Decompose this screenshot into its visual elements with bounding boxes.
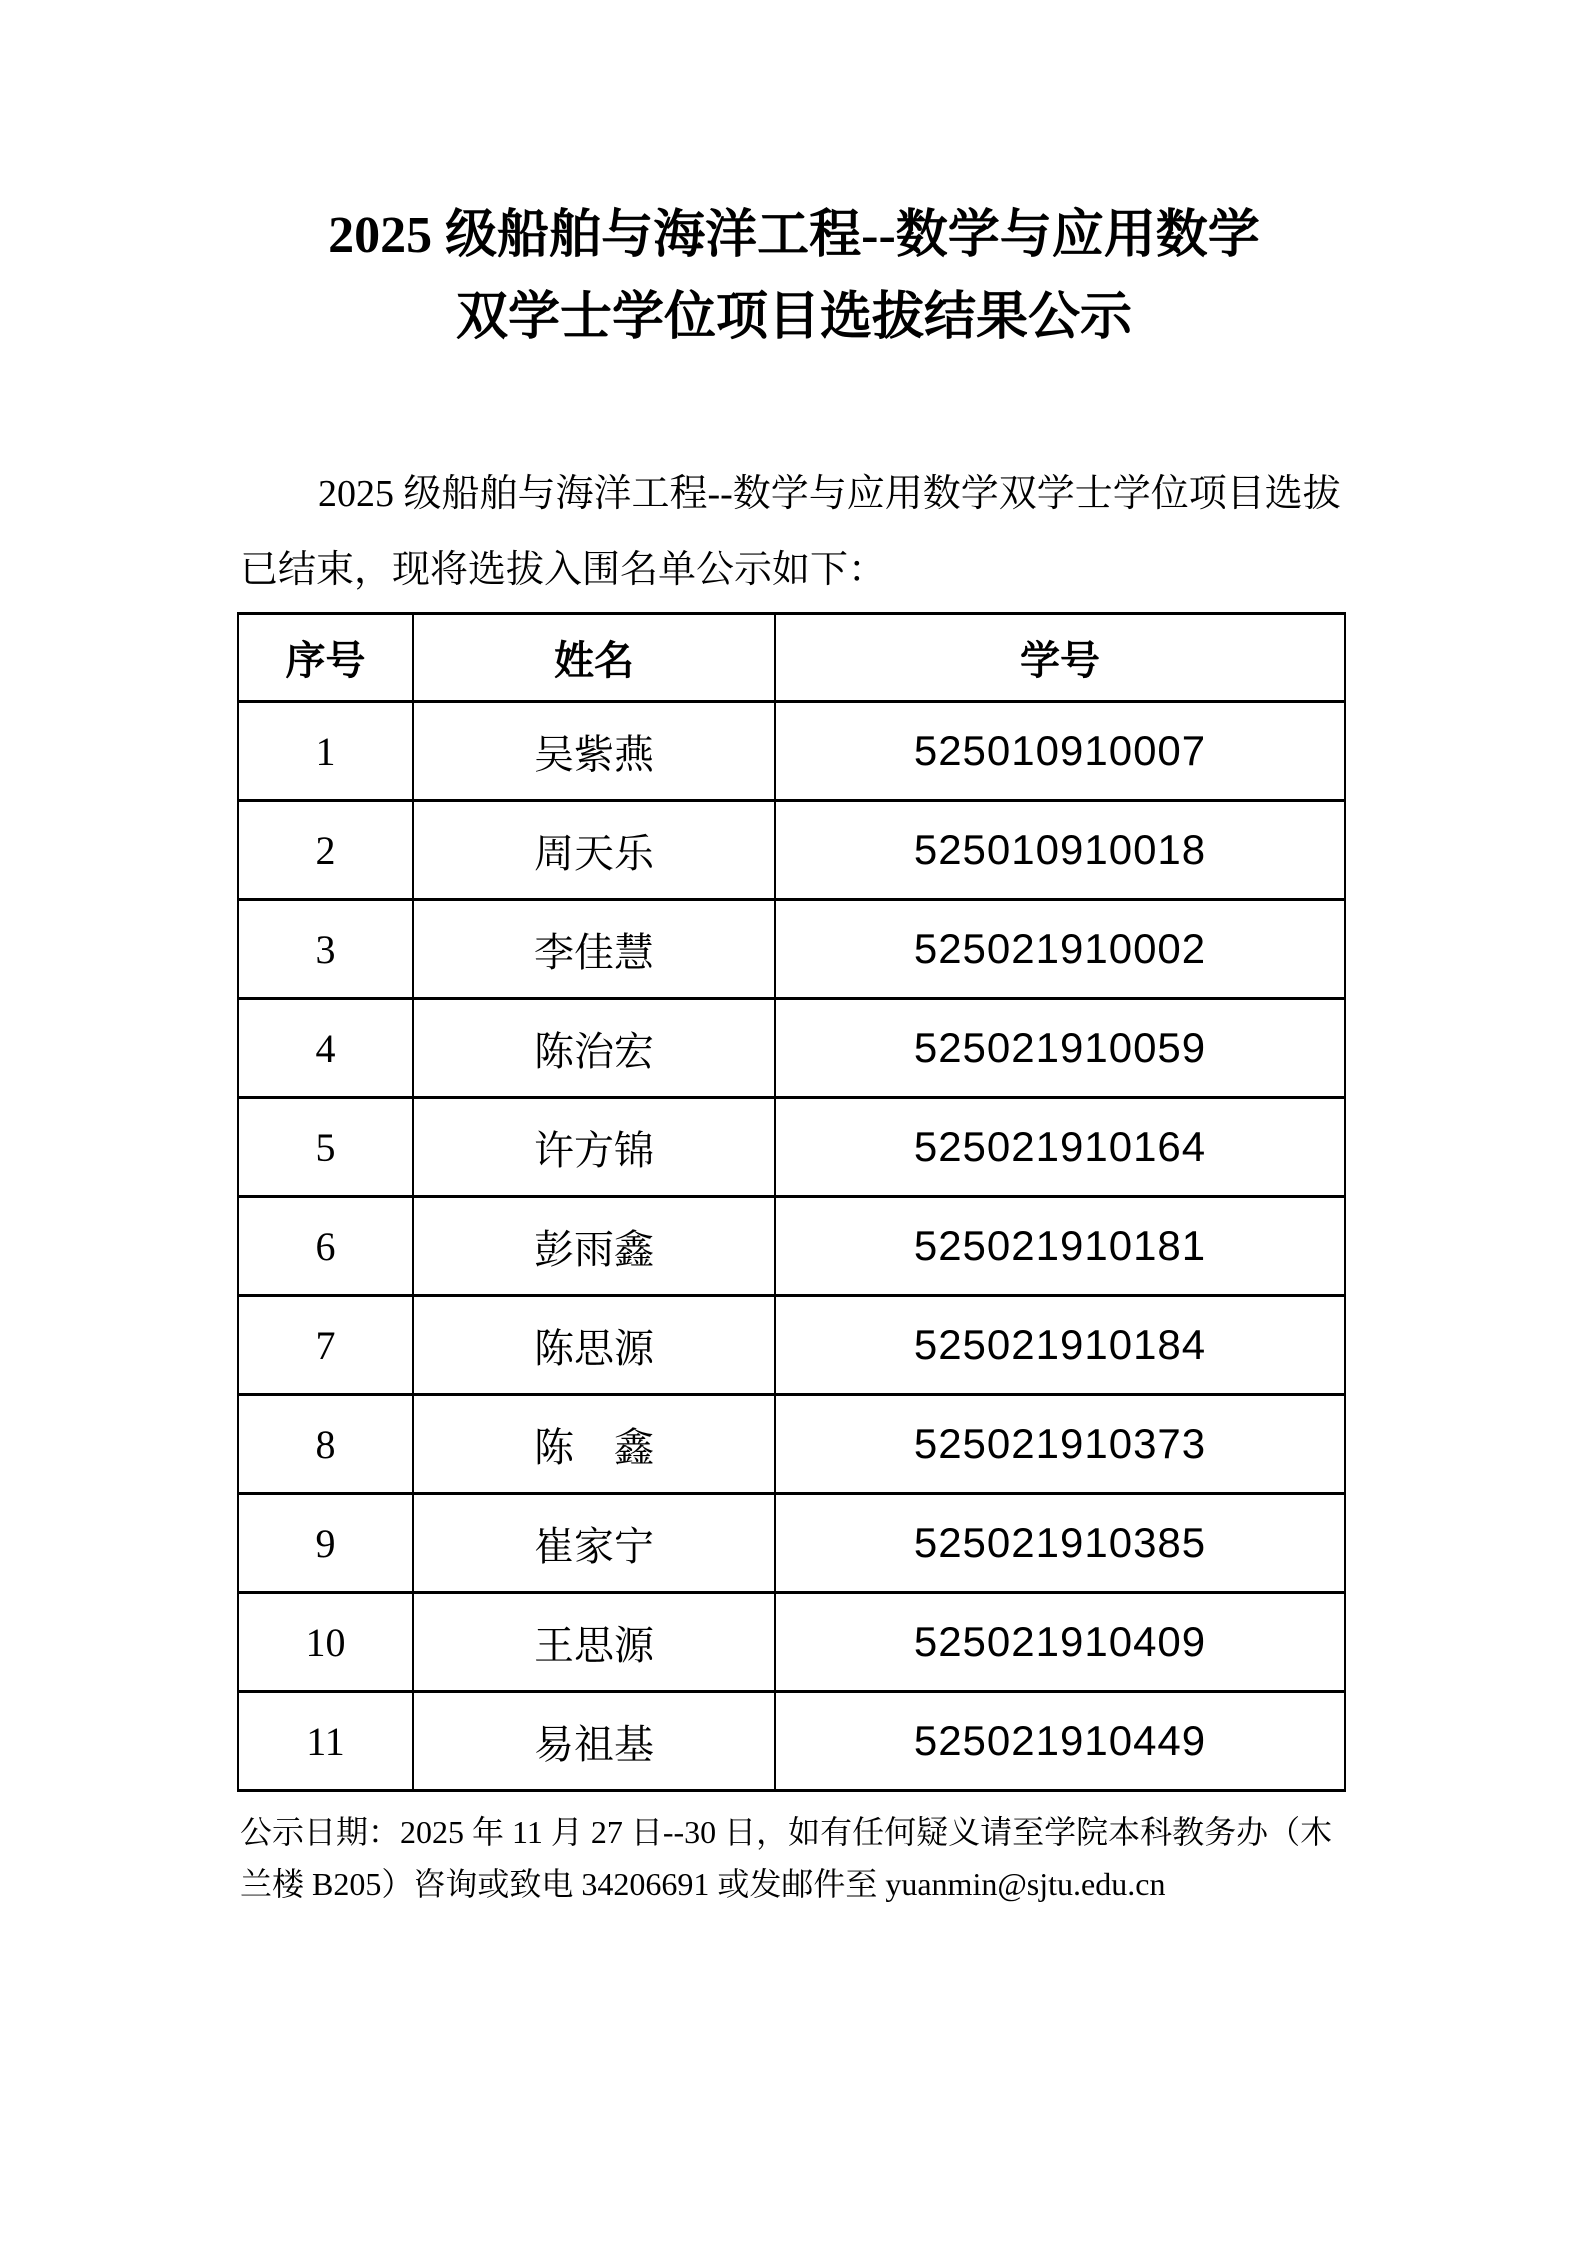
table-row (238, 1098, 1345, 1197)
name-cell: 周天乐 (413, 801, 775, 900)
student-id-cell: 525021910059 (775, 999, 1345, 1098)
name-cell: 吴紫燕 (413, 702, 775, 801)
student-id-cell: 525021910409 (775, 1593, 1345, 1692)
document-title (0, 195, 1588, 359)
row-number-cell: 1 (238, 702, 413, 801)
row-number-cell: 4 (238, 999, 413, 1098)
row-number-cell: 7 (238, 1296, 413, 1395)
title-line-2: 双学士学位项目选拔结果公示 (455, 289, 1132, 346)
name-cell: 李佳慧 (413, 900, 775, 999)
table-row (238, 1296, 1345, 1395)
name-cell: 彭雨鑫 (413, 1197, 775, 1296)
student-id-cell: 525021910002 (775, 900, 1345, 999)
table-row (238, 1593, 1345, 1692)
student-id-cell: 525010910018 (775, 801, 1345, 900)
name-cell: 陈思源 (413, 1296, 775, 1395)
row-number-cell: 6 (238, 1197, 413, 1296)
col-header-name: 姓名 (413, 614, 775, 702)
table-row (238, 1197, 1345, 1296)
student-id-cell: 525021910181 (775, 1197, 1345, 1296)
row-number-cell: 9 (238, 1494, 413, 1593)
row-number-cell: 10 (238, 1593, 413, 1692)
footer-line-1: 公示日期：2025 年 11 月 27 日--30 日，如有任何疑义请至学院本科教务办（木 (240, 1814, 1333, 1850)
row-number-cell: 2 (238, 801, 413, 900)
name-cell: 王思源 (413, 1593, 775, 1692)
table-body (238, 702, 1345, 1791)
table-row (238, 801, 1345, 900)
name-cell: 许方锦 (413, 1098, 775, 1197)
student-id-cell: 525021910449 (775, 1692, 1345, 1791)
student-id-cell: 525010910007 (775, 702, 1345, 801)
footer-note (240, 1806, 1348, 1910)
name-cell: 陈 鑫 (413, 1395, 775, 1494)
name-cell: 陈治宏 (413, 999, 775, 1098)
selection-results-table (237, 612, 1346, 1792)
intro-line-1: 2025 级船舶与海洋工程--数学与应用数学双学士学位项目选拔 (318, 473, 1341, 515)
student-id-cell: 525021910184 (775, 1296, 1345, 1395)
student-id-cell: 525021910164 (775, 1098, 1345, 1197)
col-header-student-id: 学号 (775, 614, 1345, 702)
intro-line-2: 已结束，现将选拔入围名单公示如下： (240, 549, 887, 591)
table-row (238, 1494, 1345, 1593)
name-cell: 易祖基 (413, 1692, 775, 1791)
table-header-row (238, 614, 1345, 702)
footer-line-2: 兰楼 B205）咨询或致电 34206691 或发邮件至 yuanmin@sjtu.edu.cn (240, 1866, 1166, 1902)
table-row (238, 999, 1345, 1098)
col-header-row-number: 序号 (238, 614, 413, 702)
intro-paragraph (240, 456, 1348, 608)
row-number-cell: 8 (238, 1395, 413, 1494)
row-number-cell: 3 (238, 900, 413, 999)
student-id-cell: 525021910385 (775, 1494, 1345, 1593)
title-line-1: 2025 级船舶与海洋工程--数学与应用数学 (328, 207, 1260, 264)
row-number-cell: 11 (238, 1692, 413, 1791)
name-cell: 崔家宁 (413, 1494, 775, 1593)
table-row (238, 702, 1345, 801)
table-row (238, 1395, 1345, 1494)
table-row (238, 1692, 1345, 1791)
table-row (238, 900, 1345, 999)
row-number-cell: 5 (238, 1098, 413, 1197)
student-id-cell: 525021910373 (775, 1395, 1345, 1494)
